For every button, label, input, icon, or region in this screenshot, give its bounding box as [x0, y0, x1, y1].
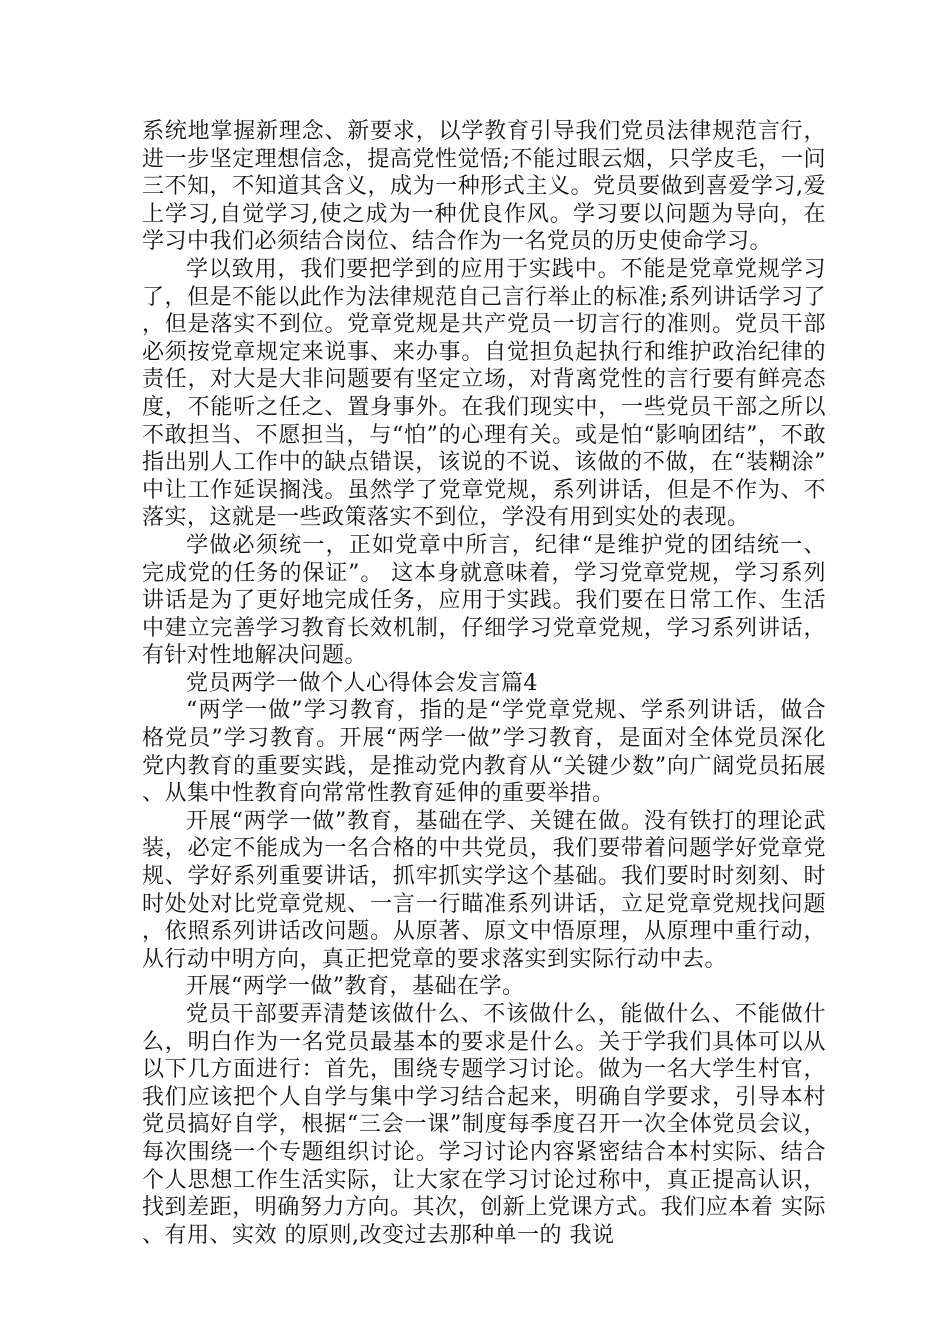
paragraph-6: 开展“两学一做”教育，基础在学。: [186, 974, 525, 1000]
paragraph-7: 党员干部要弄清楚该做什么、不该做什么，能做什么、不能做什么，明白作为一名党员最基本的要求是什么。关于学我们具体可以从以下几方面进行：首先，围绕专题学习讨论。做为一名大学生村官，我们应该把个人自学与集中学习结合起来，明确自学要求，引导本村党员搞好自学，根据“三会一课”制度每季度召开一次全体党员会议，每次围绕一个专题组织讨论。学习讨论内容紧密结合本村实际、结合个人思想工作生活实际，让大家在学习讨论过称中，真正提高认识，找到差距，明确努力方向。其次，创新上党课方式。我们应本着 实际、有用、实效 的原则,改变过去那种单一的 我说: [142, 1002, 826, 1248]
paragraph-2: 学以致用，我们要把学到的应用于实践中。不能是党章党规学习了，但是不能以此作为法律规范自己言行举止的标准;系列讲话学习了，但是落实不到位。党章党规是共产党员一切言行的准则。党员干部必须按党章规定来说事、来办事。自觉担负起执行和维护政治纪律的责任，对大是大非问题要有坚定立场，对背离党性的言行要有鲜亮态度，不能听之任之、置身事外。在我们现实中，一些党员干部之所以不敢担当、不愿担当，与“怕”的心理有关。或是怕“影响团结”，不敢指出别人工作中的缺点错误，该说的不说、该做的不做，在“装糊涂”中让工作延误搁浅。虽然学了党章党规，系列讲话，但是不作为、不落实，这就是一些政策落实不到位，学没有用到实处的表现。: [142, 256, 826, 531]
document-page: [142, 118, 826, 1249]
paragraph-5: 开展“两学一做”教育，基础在学、关键在做。没有铁打的理论武装，必定不能成为一名合格的中共党员，我们要带着问题学好党章党规、学好系列重要讲话，抓牢抓实学这个基础。我们要时时刻刻、时时处处对比党章党规、一言一行瞄准系列讲话，立足党章党规找问题，依照系列讲话改问题。从原著、原文中悟原理，从原理中重行动，从行动中明方向，真正把党章的要求落实到实际行动中去。: [142, 808, 826, 972]
section-heading: 党员两学一做个人心得体会发言篇4: [186, 670, 538, 696]
paragraph-4: “两学一做”学习教育，指的是“学党章党规、学系列讲话，做合格党员”学习教育。开展“两学一做”学习教育，是面对全体党员深化党内教育的重要实践，是推动党内教育从“关键少数”向广阔党员拓展、从集中性教育向常常性教育延伸的重要举措。: [142, 698, 826, 807]
paragraph-1: 系统地掌握新理念、新要求，以学教育引导我们党员法律规范言行，进一步坚定理想信念，提高党性觉悟;不能过眼云烟，只学皮毛，一问三不知，不知道其含义，成为一种形式主义。党员要做到喜爱学习,爱上学习,自觉学习,使之成为一种优良作风。学习要以问题为导向，在学习中我们必须结合岗位、结合作为一名党员的历史使命学习。: [142, 119, 826, 255]
paragraph-3: 学做必须统一，正如党章中所言，纪律“是维护党的团结统一、完成党的任务的保证”。 这本身就意味着，学习党章党规，学习系列讲话是为了更好地完成任务，应用于实践。我们要在日常工作、生活中建立完善学习教育长效机制，仔细学习党章党规，学习系列讲话，有针对性地解决问题。: [142, 532, 826, 669]
